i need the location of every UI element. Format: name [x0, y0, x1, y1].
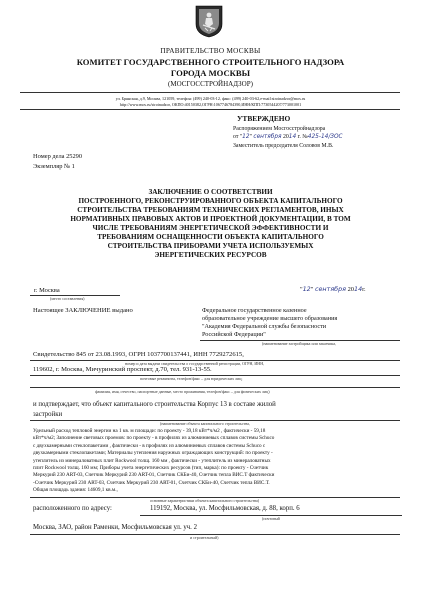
issued-organization: Федеральное государственное казенное образовательное учреждение высшего образования "Академия Федеральной службы безопасности Российской Федерации"	[202, 307, 338, 338]
issue-month: сентября	[314, 285, 347, 293]
postal-address-line: 119602, г. Москва, Мичуринский проспект, д.70, тел. 931-13-55.	[33, 366, 212, 373]
order-number: 425-14/ЗОС	[307, 134, 343, 140]
location-address: 119192, Москва, ул. Мосфильмовская, д. 88, корп. 6	[150, 505, 300, 512]
issued-label: Настоящее ЗАКЛЮЧЕНИЕ выдано	[33, 307, 133, 314]
contacts-line: ул. Брянская, д.9, Москва, 121059, телефон: (499) 240-03-12, факс: (499) 240-03-62,e-mail:stroinadzor@mos.ru	[115, 96, 306, 101]
order-day: 12	[242, 134, 250, 140]
committee-abbr: (МОСГОССТРОЙНАДЗОР)	[168, 80, 253, 88]
approval-title: УТВЕРЖДЕНО	[237, 114, 291, 123]
issue-date: "12" сентября 2014г.	[300, 285, 366, 293]
object-specifications: Удельный расход тепловой энергии на 1 кв. м площади: по проекту - 39,18 кВт*ч/м2 , фактически - 59,18 кВт*ч/м2; Заполнение световых проемов: по проекту - в профилях из алюминиевых сплавов системы Schuco с двухкамерными стеклопакетами , фактически - в профилях из алюминиевых сплавов системы Schuco с двухкамерными стеклопакетами; Материалы утепления наружных ограждающих конструкций: по проекту - утеплитель из минераловатных плит Rockwool толщ. 160 мм , фактически - утеплитель из минераловатных плит Rockwool толщ. 160 мм; Приборы учета энергетических ресурсов (тип, марка): по проекту - Счетчик Меркурий 230 ART-03, Счетчик Меркурий 230 ART-01, Счетчик СКБи-40, Счетчик тепла ВИС.Т фактически -Счетчик Меркурий 230 ART-03, Счетчик Меркурий 230 ART-01, Счетчик СКБи-40, Счетчик тепла ВИС.Т. Общая площадь здания: 14609,1 кв.м.,	[33, 428, 275, 494]
approval-order: Распоряжением Мосгосстройнадзора от "12" сентября 2014 г. №425-14/ЗОС Заместитель председателя Соловов М.В.	[233, 126, 343, 149]
place-city: г. Москва	[34, 287, 60, 294]
confirmation-text: и подтверждает, что объект капитального строительства Корпус 13 в составе жилой застройки	[33, 401, 276, 418]
location-label: расположенного по адресу:	[33, 505, 112, 512]
caption-characteristics: основные характеристики объекта капитального строительства)	[150, 498, 260, 503]
order-month: сентября	[253, 134, 282, 140]
case-number: Номер дела 25290	[33, 153, 83, 160]
committee-title: КОМИТЕТ ГОСУДАРСТВЕННОГО СТРОИТЕЛЬНОГО НАДЗОРА	[76, 57, 345, 67]
coat-of-arms-icon	[194, 4, 224, 38]
copy-number: Экземпляр № 1	[33, 163, 75, 170]
place-caption: (место составления)	[50, 296, 85, 301]
caption-registration: номер и дата выдачи свидетельства о государственной регистрации, ОГРН, ИНН,	[125, 361, 265, 366]
order-year: 14	[288, 134, 297, 140]
document-title: ЗАКЛЮЧЕНИЕ О СООТВЕТСТВИИ ПОСТРОЕННОГО, РЕКОНСТРУИРОВАННОГО ОБЪЕКТА КАПИТАЛЬНОГО СТРОИТЕЛЬСТВА ТРЕБОВАНИЯМ ТЕХНИЧЕСКИХ РЕГЛАМЕНТОВ, ИНЫХ НОРМАТИВНЫХ ПРАВОВЫХ АКТОВ И ПРОЕКТНОЙ ДОКУМЕНТАЦИИ, В ТОМ ЧИСЛЕ ТРЕБОВАНИЯМ ЭНЕРГЕТИЧЕСКОЙ ЭФФЕКТИВНОСТИ И ТРЕБОВАНИЯМ ОСНАЩЕННОСТИ ОБЪЕКТА КАПИТАЛЬНОГО СТРОИТЕЛЬСТВА ПРИБОРАМИ УЧЕТА ИСПОЛЬЗУЕМЫХ ЭНЕРГЕТИЧЕСКИХ РЕСУРСОВ	[70, 188, 351, 259]
contacts-line-2: http://www.mos.ru/stroinadzor, ОКПО:40150382,ОГРН:1067746784390,ИНН/КПП:7730544207/773001001	[119, 102, 302, 107]
issue-day: 12	[302, 285, 311, 293]
committee-title-city: ГОРОДА МОСКВЫ	[170, 68, 251, 78]
construction-address: Москва, ЗАО, район Раменки, Мосфильмовская ул. уч. 2	[33, 524, 197, 531]
caption-postal-address: (почтовый	[262, 516, 280, 521]
issue-year: 14	[354, 285, 363, 293]
caption-individuals: фамилия, имя, отчество, паспортные данные, место проживания, телефон/факс – для физических лиц)	[95, 389, 270, 394]
caption-customer: (наименование застройщика или заказчика,	[262, 341, 337, 346]
registration-line: Свидетельство 845 от 23.08.1993, ОГРН 1037700137441, ИНН 7729272615,	[33, 351, 244, 358]
caption-construction-address: и строительный)	[190, 535, 219, 540]
government-title: ПРАВИТЕЛЬСТВО МОСКВЫ	[160, 47, 261, 55]
caption-object-name: (наименование объекта капитального строительства,	[160, 421, 250, 426]
caption-postal: почтовые реквизиты, телефон/факс – для юридических лиц;	[140, 376, 243, 381]
